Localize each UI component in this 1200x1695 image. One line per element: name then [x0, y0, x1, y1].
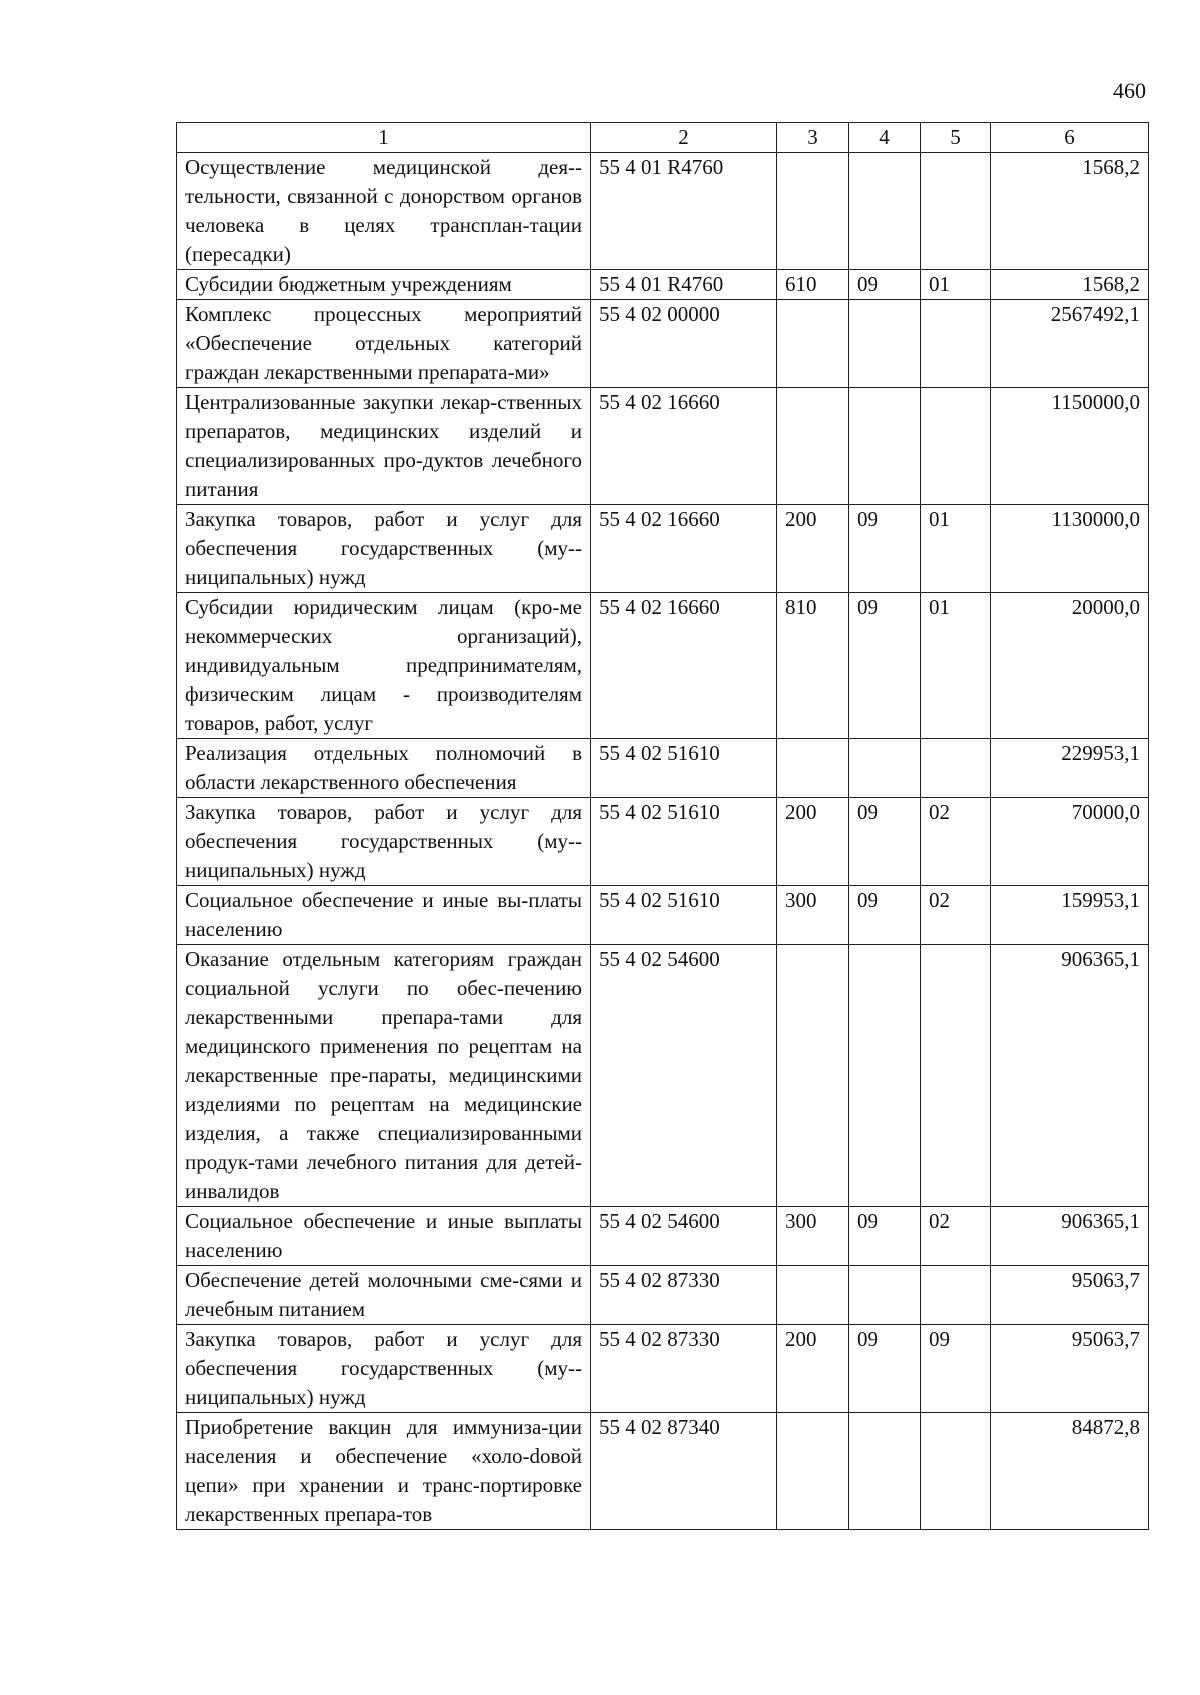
- row-col4: [849, 153, 921, 270]
- table-row: [177, 505, 1149, 593]
- row-amount: 1568,2: [991, 270, 1149, 300]
- row-amount: 1150000,0: [991, 388, 1149, 505]
- row-col4: 09: [849, 798, 921, 886]
- row-name: Субсидии юридическим лицам (кро-ме некоммерческих организаций), индивидуальным предпринимателям, физическим лицам - производителям товаров, работ, услуг: [177, 593, 591, 739]
- row-col5: 09: [921, 1325, 991, 1413]
- row-amount: 95063,7: [991, 1266, 1149, 1325]
- row-col3: [777, 388, 849, 505]
- row-name: Оказание отдельным категориям граждан социальной услуги по обес-печению лекарственными препара-тами для медицинского применения по рецептам на лекарственные пре-параты, медицинскими изделиями по рецептам на медицинские изделия, а также специализированными продук-тами лечебного питания для детей-инвалидов: [177, 945, 591, 1207]
- row-col3: 300: [777, 886, 849, 945]
- budget-table: [176, 122, 1149, 1530]
- row-col5: [921, 388, 991, 505]
- table-row: [177, 388, 1149, 505]
- row-amount: 229953,1: [991, 739, 1149, 798]
- row-col4: 09: [849, 1325, 921, 1413]
- table-row: [177, 300, 1149, 388]
- row-amount: 1130000,0: [991, 505, 1149, 593]
- row-col5: [921, 1413, 991, 1530]
- table-row: [177, 270, 1149, 300]
- row-amount: 2567492,1: [991, 300, 1149, 388]
- row-col5: [921, 945, 991, 1207]
- row-code: 55 4 02 54600: [591, 945, 777, 1207]
- table-row: [177, 798, 1149, 886]
- header-cell: 3: [777, 123, 849, 153]
- table-row: [177, 153, 1149, 270]
- row-col3: 200: [777, 798, 849, 886]
- header-cell: 4: [849, 123, 921, 153]
- table-row: [177, 739, 1149, 798]
- header-cell: 1: [177, 123, 591, 153]
- row-col5: 02: [921, 1207, 991, 1266]
- row-code: 55 4 02 16660: [591, 388, 777, 505]
- row-col4: 09: [849, 270, 921, 300]
- row-name: Осуществление медицинской дея-тельности, связанной с донорством органов человека в целях трансплан-тации (пересадки): [177, 153, 591, 270]
- row-col4: [849, 1266, 921, 1325]
- row-col3: 610: [777, 270, 849, 300]
- row-amount: 95063,7: [991, 1325, 1149, 1413]
- row-col5: [921, 739, 991, 798]
- row-amount: 906365,1: [991, 1207, 1149, 1266]
- table-row: [177, 1266, 1149, 1325]
- row-col4: [849, 739, 921, 798]
- row-name: Социальное обеспечение и иные вы-платы населению: [177, 886, 591, 945]
- row-amount: 1568,2: [991, 153, 1149, 270]
- row-col3: 810: [777, 593, 849, 739]
- row-col4: 09: [849, 886, 921, 945]
- row-col3: [777, 945, 849, 1207]
- row-col5: [921, 153, 991, 270]
- row-code: 55 4 02 87330: [591, 1325, 777, 1413]
- row-col4: 09: [849, 593, 921, 739]
- row-col5: 02: [921, 886, 991, 945]
- row-amount: 70000,0: [991, 798, 1149, 886]
- row-code: 55 4 01 R4760: [591, 270, 777, 300]
- row-name: Социальное обеспечение и иные выплаты населению: [177, 1207, 591, 1266]
- row-code: 55 4 02 51610: [591, 739, 777, 798]
- row-code: 55 4 02 87340: [591, 1413, 777, 1530]
- row-col5: 01: [921, 505, 991, 593]
- row-amount: 906365,1: [991, 945, 1149, 1207]
- row-name: Закупка товаров, работ и услуг для обеспечения государственных (му-ниципальных) нужд: [177, 798, 591, 886]
- row-col3: [777, 1266, 849, 1325]
- row-name: Обеспечение детей молочными сме-сями и лечебным питанием: [177, 1266, 591, 1325]
- row-code: 55 4 02 00000: [591, 300, 777, 388]
- row-col5: [921, 1266, 991, 1325]
- header-cell: 6: [991, 123, 1149, 153]
- row-code: 55 4 02 51610: [591, 886, 777, 945]
- row-col3: [777, 739, 849, 798]
- row-name: Закупка товаров, работ и услуг для обеспечения государственных (му-ниципальных) нужд: [177, 505, 591, 593]
- row-name: Комплекс процессных мероприятий «Обеспечение отдельных категорий граждан лекарственными препарата-ми»: [177, 300, 591, 388]
- row-code: 55 4 02 87330: [591, 1266, 777, 1325]
- row-col3: [777, 153, 849, 270]
- row-code: 55 4 02 51610: [591, 798, 777, 886]
- row-col4: [849, 300, 921, 388]
- row-col3: [777, 300, 849, 388]
- page-number: 460: [1113, 78, 1146, 103]
- row-code: 55 4 02 54600: [591, 1207, 777, 1266]
- row-col3: [777, 1413, 849, 1530]
- table-row: [177, 593, 1149, 739]
- table-row: [177, 1413, 1149, 1530]
- row-name: Централизованные закупки лекар-ственных препаратов, медицинских изделий и специализированных про-дуктов лечебного питания: [177, 388, 591, 505]
- row-code: 55 4 02 16660: [591, 593, 777, 739]
- table-row: [177, 945, 1149, 1207]
- row-name: Закупка товаров, работ и услуг для обеспечения государственных (му-ниципальных) нужд: [177, 1325, 591, 1413]
- row-col3: 300: [777, 1207, 849, 1266]
- row-col3: 200: [777, 505, 849, 593]
- table-row: [177, 1207, 1149, 1266]
- table-row: [177, 886, 1149, 945]
- row-name: Приобретение вакцин для иммуниза-ции населения и обеспечение «холо-dовой цепи» при хранении и транс-портировке лекарственных препара-тов: [177, 1413, 591, 1530]
- row-amount: 20000,0: [991, 593, 1149, 739]
- row-col5: 01: [921, 270, 991, 300]
- row-col5: 01: [921, 593, 991, 739]
- row-col4: [849, 945, 921, 1207]
- row-name: Субсидии бюджетным учреждениям: [177, 270, 591, 300]
- row-code: 55 4 01 R4760: [591, 153, 777, 270]
- row-name: Реализация отдельных полномочий в области лекарственного обеспечения: [177, 739, 591, 798]
- row-col5: [921, 300, 991, 388]
- row-col4: [849, 388, 921, 505]
- row-col4: 09: [849, 505, 921, 593]
- header-row: [177, 123, 1149, 153]
- row-col4: [849, 1413, 921, 1530]
- row-code: 55 4 02 16660: [591, 505, 777, 593]
- row-col3: 200: [777, 1325, 849, 1413]
- row-col4: 09: [849, 1207, 921, 1266]
- header-cell: 5: [921, 123, 991, 153]
- row-amount: 84872,8: [991, 1413, 1149, 1530]
- row-col5: 02: [921, 798, 991, 886]
- table-row: [177, 1325, 1149, 1413]
- header-cell: 2: [591, 123, 777, 153]
- row-amount: 159953,1: [991, 886, 1149, 945]
